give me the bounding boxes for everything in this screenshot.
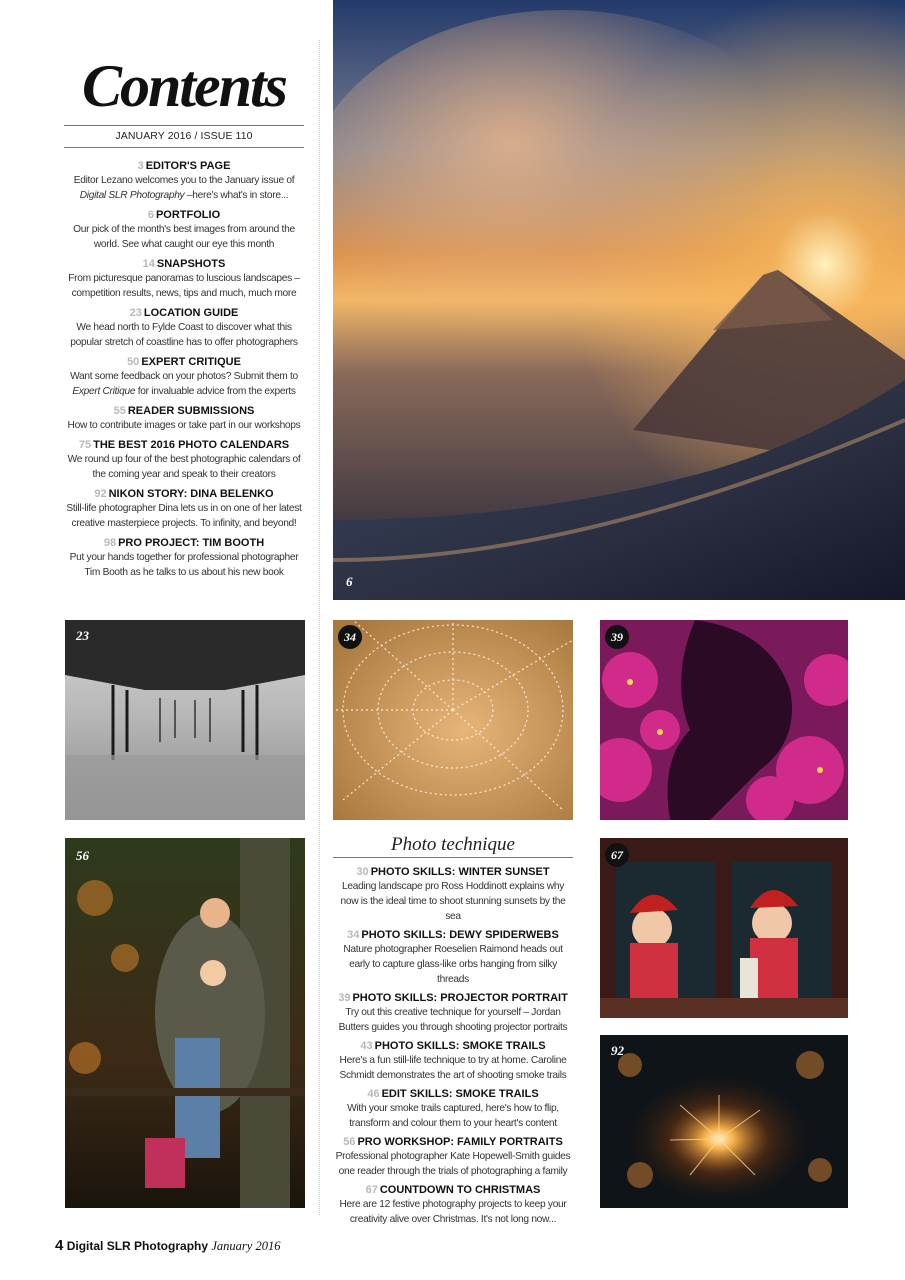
technique-entry[interactable] bbox=[333, 992, 573, 1035]
column-divider bbox=[319, 40, 320, 1215]
page-footer bbox=[55, 1237, 280, 1254]
entry-page-number: 30 bbox=[356, 866, 369, 878]
divider bbox=[333, 857, 573, 858]
page-number-badge: 67 bbox=[605, 843, 629, 867]
pier-photo bbox=[65, 620, 305, 820]
entry-title: COUNTDOWN TO CHRISTMAS bbox=[379, 1184, 541, 1196]
volcano-sunrise-photo bbox=[333, 0, 905, 600]
entry-page-number: 56 bbox=[343, 1136, 356, 1148]
page-title: Contents bbox=[81, 53, 287, 119]
page-number-badge: 39 bbox=[605, 625, 629, 649]
page-number-label: 56 bbox=[76, 848, 89, 863]
photo-technique-list bbox=[333, 866, 573, 1232]
entry-description: With your smoke trails captured, here's how to flip, transform and colour them to your heart's content bbox=[347, 1103, 559, 1129]
entry-heading bbox=[333, 992, 573, 1005]
footer-magazine: Digital SLR Photography bbox=[66, 1239, 209, 1253]
entry-description: How to contribute images or take part in our workshops bbox=[67, 420, 301, 431]
spiderweb-photo bbox=[333, 620, 573, 820]
entry-description: Want some feedback on your photos? Submit them to Expert Critique for invaluable advice from the experts bbox=[70, 371, 298, 397]
entry-description: Editor Lezano welcomes you to the January issue of Digital SLR Photography –here's what's in store... bbox=[73, 175, 295, 201]
divider bbox=[64, 125, 304, 126]
entry-title: NIKON STORY: DINA BELENKO bbox=[108, 488, 274, 500]
entry-description: Here are 12 festive photography projects to keep your creativity alive over Christmas. It's not long now... bbox=[339, 1199, 567, 1225]
entry-heading bbox=[333, 1136, 573, 1149]
entry-heading bbox=[64, 405, 304, 418]
entry-description: Put your hands together for professional photographer Tim Booth as he talks to us about his new book bbox=[69, 552, 299, 578]
entry-description: Try out this creative technique for yourself – Jordan Butters guides you through shooting projector portraits bbox=[338, 1007, 568, 1033]
entry-description: We round up four of the best photographic calendars of the coming year and speak to their creators bbox=[67, 454, 301, 480]
entry-page-number: 43 bbox=[360, 1040, 373, 1052]
entry-title: EDITOR'S PAGE bbox=[145, 160, 231, 172]
entry-page-number: 34 bbox=[347, 929, 360, 941]
entry-page-number: 14 bbox=[142, 258, 155, 270]
entry-title: SNAPSHOTS bbox=[156, 258, 226, 270]
technique-entry[interactable] bbox=[333, 866, 573, 924]
entry-description: Here's a fun still-life technique to try at home. Caroline Schmidt demonstrates the art of shooting smoke trails bbox=[339, 1055, 567, 1081]
contents-entry[interactable] bbox=[64, 537, 304, 580]
page-number-label: 6 bbox=[346, 574, 353, 589]
entry-description: Our pick of the month's best images from around the world. See what caught our eye this month bbox=[73, 224, 295, 250]
entry-heading bbox=[64, 307, 304, 320]
entry-heading bbox=[333, 1088, 573, 1101]
entry-page-number: 39 bbox=[338, 992, 351, 1004]
entry-heading bbox=[64, 209, 304, 222]
entry-description: Nature photographer Roeselien Raimond heads out early to capture glass-like orbs hanging from silky threads bbox=[343, 944, 563, 985]
entry-description: We head north to Fylde Coast to discover what this popular stretch of coastline has to offer photographers bbox=[70, 322, 298, 348]
footer-date: January 2016 bbox=[211, 1239, 281, 1253]
entry-page-number: 23 bbox=[129, 307, 142, 319]
entry-title: PRO PROJECT: TIM BOOTH bbox=[118, 537, 265, 549]
technique-entry[interactable] bbox=[333, 1136, 573, 1179]
entry-heading bbox=[333, 1040, 573, 1053]
entry-title: PHOTO SKILLS: WINTER SUNSET bbox=[370, 866, 550, 878]
contents-entry[interactable] bbox=[64, 160, 304, 203]
contents-entry[interactable] bbox=[64, 356, 304, 399]
entry-page-number: 6 bbox=[147, 209, 154, 221]
family-portrait-photo bbox=[65, 838, 305, 1208]
issue-line: JANUARY 2016 / ISSUE 110 bbox=[115, 130, 253, 142]
entry-title: EXPERT CRITIQUE bbox=[141, 356, 241, 368]
page-number-badge: 34 bbox=[338, 625, 362, 649]
entry-heading bbox=[333, 866, 573, 879]
entry-description: From picturesque panoramas to luscious landscapes – competition results, news, tips and much, much more bbox=[68, 273, 300, 299]
entry-title: EDIT SKILLS: SMOKE TRAILS bbox=[381, 1088, 539, 1100]
entry-heading bbox=[64, 258, 304, 271]
contents-list bbox=[64, 160, 304, 586]
contents-entry[interactable] bbox=[64, 405, 304, 433]
contents-entry[interactable] bbox=[64, 258, 304, 301]
entry-heading bbox=[333, 1184, 573, 1197]
entry-title: THE BEST 2016 PHOTO CALENDARS bbox=[93, 439, 290, 451]
entry-title: PHOTO SKILLS: PROJECTOR PORTRAIT bbox=[352, 992, 568, 1004]
entry-page-number: 75 bbox=[78, 439, 92, 451]
contents-entry[interactable] bbox=[64, 488, 304, 531]
entry-heading bbox=[64, 537, 304, 550]
sparkler-still-life-photo bbox=[600, 1035, 848, 1208]
entry-description: Professional photographer Kate Hopewell-Smith guides one reader through the trials of photographing a family bbox=[335, 1151, 571, 1177]
entry-page-number: 98 bbox=[103, 537, 117, 549]
entry-title: PORTFOLIO bbox=[155, 209, 221, 221]
contents-entry[interactable] bbox=[64, 209, 304, 252]
technique-entry[interactable] bbox=[333, 1040, 573, 1083]
entry-title: PHOTO SKILLS: SMOKE TRAILS bbox=[374, 1040, 546, 1052]
projector-portrait-photo bbox=[600, 620, 848, 820]
entry-description: Leading landscape pro Ross Hoddinott explains why now is the ideal time to shoot stunning sunsets by the sea bbox=[340, 881, 566, 922]
entry-title: READER SUBMISSIONS bbox=[127, 405, 255, 417]
entry-page-number: 67 bbox=[365, 1184, 378, 1196]
christmas-window-photo bbox=[600, 838, 848, 1018]
entry-page-number: 92 bbox=[94, 488, 107, 500]
entry-heading bbox=[64, 488, 304, 501]
entry-page-number: 46 bbox=[367, 1088, 380, 1100]
entry-heading bbox=[64, 439, 304, 452]
contents-entry[interactable] bbox=[64, 307, 304, 350]
page-number-label: 92 bbox=[611, 1043, 624, 1058]
entry-page-number: 55 bbox=[113, 405, 126, 417]
footer-page-number: 4 bbox=[55, 1237, 64, 1254]
entry-description: Still-life photographer Dina lets us in on one of her latest creative masterpiece projects. To infinity, and beyond! bbox=[66, 503, 302, 529]
entry-page-number: 50 bbox=[127, 356, 140, 368]
technique-entry[interactable] bbox=[333, 929, 573, 987]
section-title: Photo technique bbox=[391, 834, 515, 855]
entry-title: PRO WORKSHOP: FAMILY PORTRAITS bbox=[357, 1136, 563, 1148]
divider bbox=[64, 147, 304, 148]
entry-heading bbox=[64, 160, 304, 173]
technique-entry[interactable] bbox=[333, 1184, 573, 1227]
entry-title: PHOTO SKILLS: DEWY SPIDERWEBS bbox=[361, 929, 559, 941]
entry-page-number: 3 bbox=[137, 160, 144, 172]
entry-title: LOCATION GUIDE bbox=[143, 307, 239, 319]
technique-entry[interactable] bbox=[333, 1088, 573, 1131]
entry-heading bbox=[333, 929, 573, 942]
entry-heading bbox=[64, 356, 304, 369]
page-number-label: 23 bbox=[76, 628, 89, 643]
contents-entry[interactable] bbox=[64, 439, 304, 482]
